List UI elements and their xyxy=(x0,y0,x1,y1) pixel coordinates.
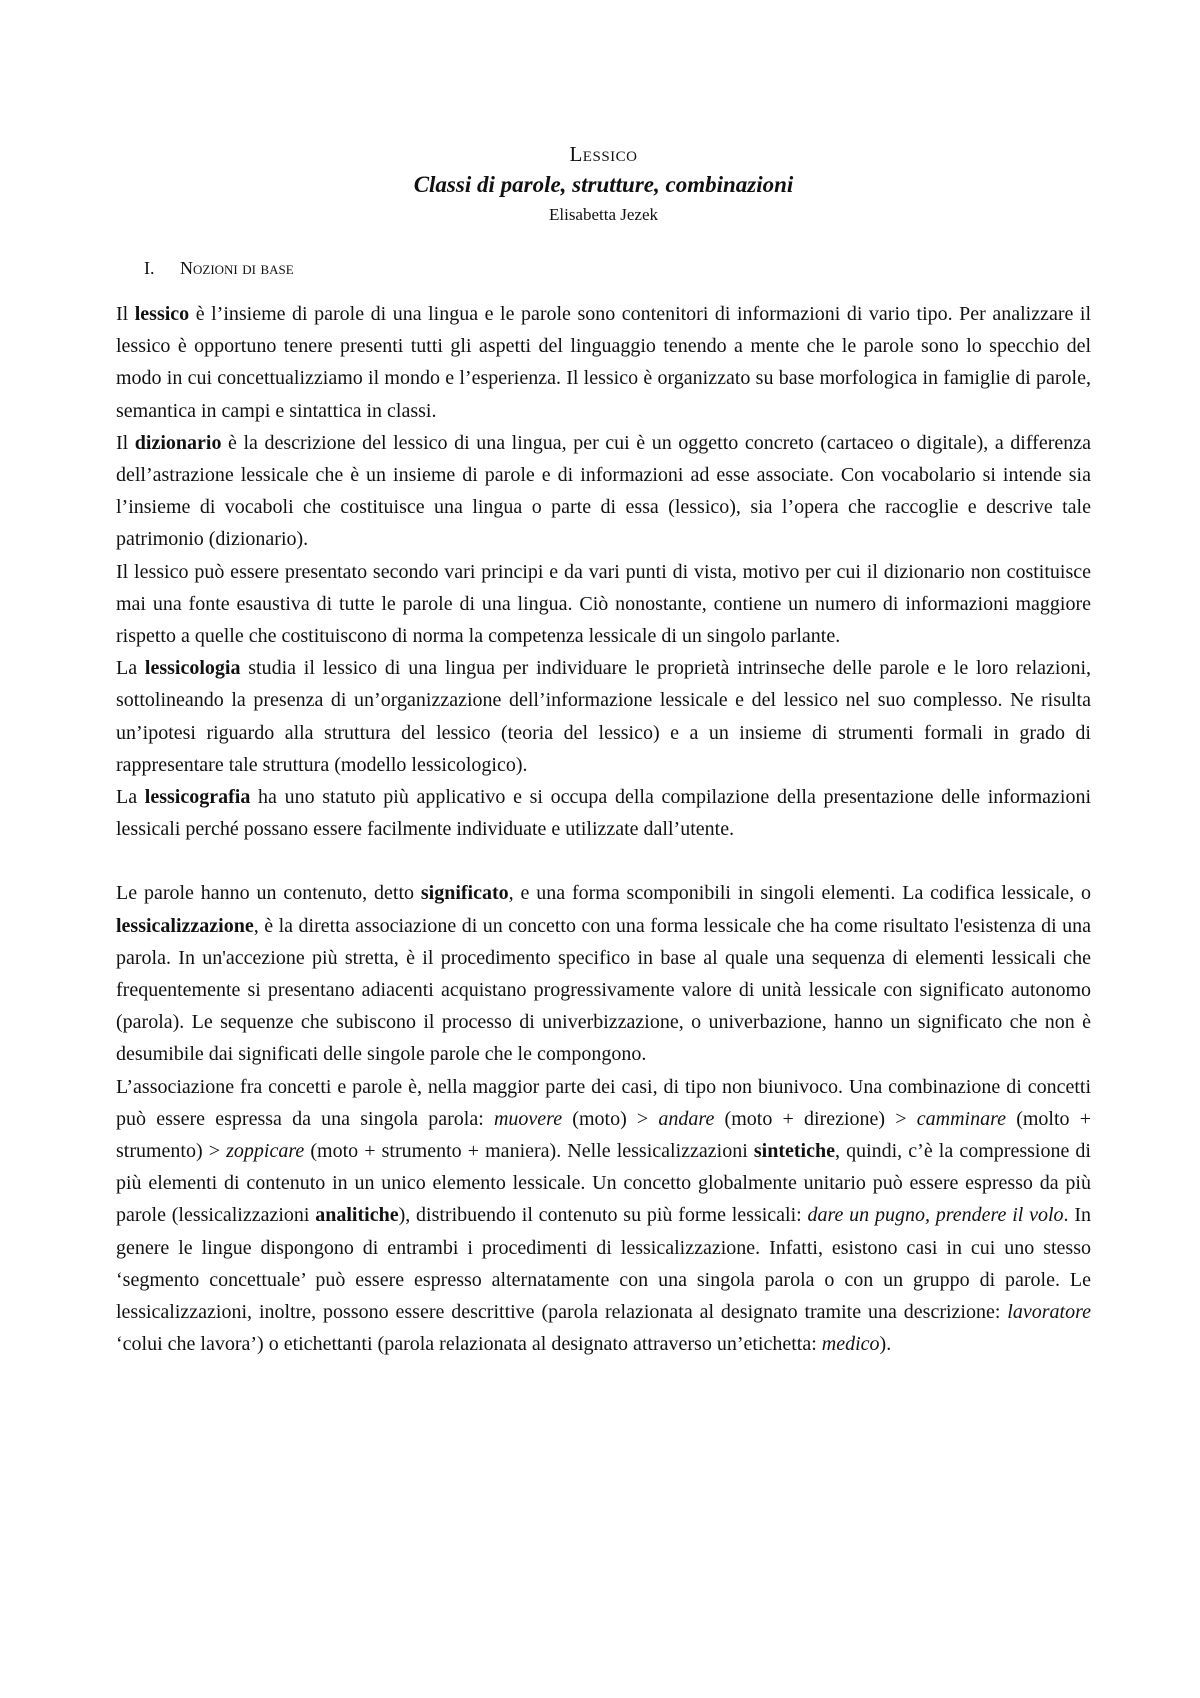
term-lessicografia: lessicografia xyxy=(144,786,251,809)
section-title: Nozioni di base xyxy=(180,258,294,278)
document-page xyxy=(116,140,1091,1361)
example-lavoratore: lavoratore xyxy=(1007,1301,1091,1324)
paragraph-lessico: Il lessico è l’insieme di parole di una lingua e le parole sono contenitori di informazioni di vario tipo. Per analizzare il lessico è opportuno tenere presenti tutti gli aspetti del linguaggio tenendo a mente che le parole sono lo specchio del modo in cui concettualizziamo il mondo e l’esperienza. Il lessico è organizzato su base morfologica in famiglie di parole, semantica in campi e sintattica in classi. xyxy=(116,303,1092,422)
section-heading xyxy=(144,256,1091,280)
document-author: Elisabetta Jezek xyxy=(548,205,659,224)
example-camminare: camminare xyxy=(916,1107,1006,1130)
section-number: I. xyxy=(144,258,155,278)
term-dizionario: dizionario xyxy=(134,431,222,454)
example-medico: medico xyxy=(821,1333,880,1356)
document-title: Lessico xyxy=(569,142,638,166)
example-andare: andare xyxy=(658,1107,715,1130)
term-lessicalizzazione: lessicalizzazione xyxy=(116,914,254,937)
paragraph-associazione: L’associazione fra concetti e parole è, nella maggior parte dei casi, di tipo non biunivoco. Una combinazione di concetti può essere espressa da una singola parola: muovere (moto) > andare (moto + direzione) > camminare (molto + strumento) > zoppicare (moto + strumento + maniera). Nelle lessicalizzazioni sintetiche, quindi, c’è la compressione di più elementi di contenuto in un unico elemento lessicale. Un concetto globalmente unitario può essere espresso da più parole (lessicalizzazioni analitiche), distribuendo il contenuto su più forme lessicali: dare un pugno, prendere il volo. In genere le lingue dispongono di entrambi i procedimenti di lessicalizzazione. Infatti, esistono casi in cui uno stesso ‘segmento concettuale’ può essere espresso alternatamente con una singola parola o con un gruppo di parole. Le lessicalizzazioni, inoltre, possono essere descrittive (parola relazionata al designato tramite una descrizione: lavoratore ‘colui che lavora’) o etichettanti (parola relazionata al designato attraverso un’etichetta: medico). xyxy=(116,1075,1092,1356)
example-zoppicare: zoppicare xyxy=(226,1140,305,1163)
paragraph-presentazione: Il lessico può essere presentato secondo vari principi e da vari punti di vista, motivo per cui il dizionario non costituisce mai una fonte esaustiva di tutte le parole di una lingua. Ciò nonostante, contiene un numero di informazioni maggiore rispetto a quelle che costituiscono di norma la competenza lessicale di un singolo parlante. xyxy=(116,560,1091,648)
paragraph-lessicografia: La lessicografia ha uno statuto più applicativo e si occupa della compilazione della presentazione delle informazioni lessicali perché possano essere facilmente individuate e utilizzate dall’utente. xyxy=(116,786,1092,841)
document-subtitle: Classi di parole, strutture, combinazioni xyxy=(413,172,794,197)
term-sintetiche: sintetiche xyxy=(753,1140,835,1163)
paragraph-lessicologia: La lessicologia studia il lessico di una lingua per individuare le proprietà intrinseche delle parole e le loro relazioni, sottolineando la presenza di un’organizzazione dell’informazione lessicale e del lessico nel suo complesso. Ne risulta un’ipotesi riguardo alla struttura del lessico (teoria del lessico) e a un insieme di strumenti formali in grado di rappresentare tale struttura (modello lessicologico). xyxy=(116,657,1091,776)
paragraph-dizionario: Il dizionario è la descrizione del lessico di una lingua, per cui è un oggetto concreto (cartaceo o digitale), a differenza dell’astrazione lessicale che è un insieme di parole e di informazioni ad esse associate. Con vocabolario si intende sia l’insieme di vocaboli che costituisce una lingua o parte di essa (lessico), sia l’opera che raccoglie e descrive tale patrimonio (dizionario). xyxy=(116,431,1091,551)
term-lessico: lessico xyxy=(134,303,190,325)
term-analitiche: analitiche xyxy=(315,1204,399,1227)
paragraph-gap xyxy=(116,845,1091,877)
term-significato: significato xyxy=(420,882,509,905)
example-dare-un-pugno: dare un pugno, prendere il volo xyxy=(807,1204,1064,1227)
term-lessicologia: lessicologia xyxy=(144,657,241,680)
paragraph-significato: Le parole hanno un contenuto, detto significato, e una forma scomponibili in singoli elementi. La codifica lessicale, o lessicalizzazione, è la diretta associazione di un concetto con una forma lessicale che ha come risultato l'esistenza di una parola. In un'accezione più stretta, è il procedimento specifico in base al quale una sequenza di elementi lessicali che frequentemente si presentano adiacenti acquistano progressivamente valore di unità lessicale con significato autonomo (parola). Le sequenze che subiscono il processo di univerbizzazione, o univerbazione, hanno un significato che non è desumibile dai significati delle singole parole che le compongono. xyxy=(116,882,1091,1066)
example-muovere: muovere xyxy=(493,1107,563,1130)
